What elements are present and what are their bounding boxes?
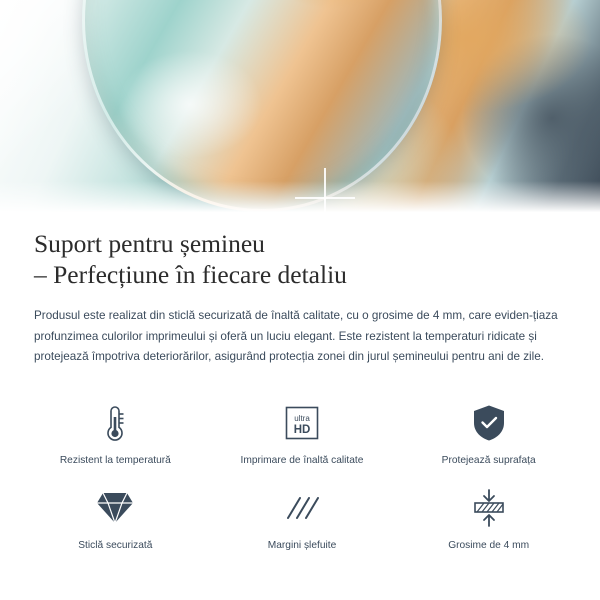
feature-label: Rezistent la temperatură xyxy=(59,455,171,466)
feature-label: Grosime de 4 mm xyxy=(448,540,530,551)
page-title-line-2: – Perfecțiune în fiecare detaliu xyxy=(34,260,347,289)
diamond-icon xyxy=(95,485,135,531)
product-description: Produsul este realizat din sticlă securizată de înaltă calitate, cu o grosime de 4 mm, care eviden-țiaza profunzimea culorilor imprimeului și oferă un luciu elegant. Este rezistent la temperaturi ridicate și protejează împotriva deteriorărilor, asigurând protecția zonei din jurul șemineului pentru ani de zile. xyxy=(34,309,558,363)
ultra-hd-icon xyxy=(281,400,323,446)
feature-label: Margini șlefuite xyxy=(267,540,337,551)
svg-text:HD: HD xyxy=(293,424,311,436)
feature-item-thickness xyxy=(395,485,582,552)
feature-label: Imprimare de înaltă calitate xyxy=(240,455,364,466)
svg-text:ultra: ultra xyxy=(294,414,310,423)
feature-label: Sticlă securizată xyxy=(78,540,153,551)
thermometer-icon xyxy=(102,400,128,446)
shield-check-icon xyxy=(470,400,508,446)
feature-item-polished-edges xyxy=(209,485,396,552)
page-title xyxy=(34,228,564,290)
page-title-line-1: Suport pentru șemineu xyxy=(34,229,265,258)
polished-edges-icon xyxy=(282,485,322,531)
hero-image xyxy=(0,0,600,215)
feature-list xyxy=(22,400,582,552)
content-block xyxy=(0,228,600,368)
feature-item-tempered-glass xyxy=(22,485,209,552)
thickness-icon xyxy=(468,485,510,531)
feature-label: Protejează suprafața xyxy=(441,455,536,466)
hero-bottom-fade xyxy=(0,181,600,215)
feature-item-temperature xyxy=(22,400,209,467)
feature-item-surface-protection xyxy=(395,400,582,467)
feature-item-print-quality xyxy=(209,400,396,467)
